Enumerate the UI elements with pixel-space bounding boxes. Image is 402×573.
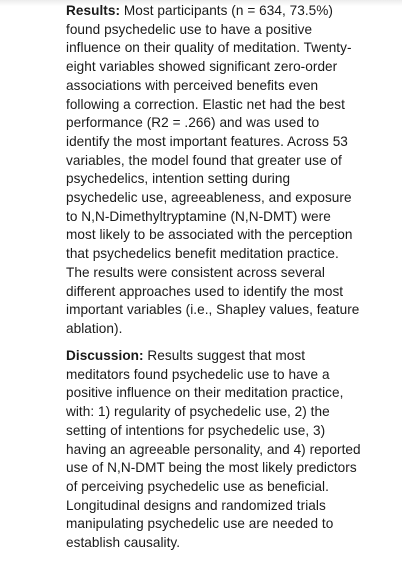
results-body: Most participants (n = 634, 73.5%) found psychedelic use to have a positive influence on their quality of meditation. Twenty-eight variables showed significant zero-order associations with perceived benefits even following a correction. Elastic net had the best performance (R2 = .266) and was used to identify the most important features. Across 53 variables, the model found that greater use of psychedelics, intention setting during psychedelic use, agreeableness, and exposure to N,N-Dimethyltryptamine (N,N-DMT) were most likely to be associated with the perception that psychedelics benefit meditation practice. The results were consistent across several different approaches used to identify the most important variables (i.e., Shapley values, feature ablation).: [66, 3, 360, 336]
discussion-heading: Discussion:: [66, 348, 144, 363]
results-heading: Results:: [66, 3, 121, 18]
discussion-body: Results suggest that most meditators found psychedelic use to have a positive influence on their meditation practice, with: 1) regularity of psychedelic use, 2) the setting of intentions for psychedelic use, 3) having an agreeable personality, and 4) reported use of N,N-DMT being the most likely predictors of perceiving psychedelic use as beneficial. Longitudinal designs and randomized trials manipulating psychedelic use are needed to establish causality.: [66, 348, 361, 551]
discussion-paragraph: [66, 347, 362, 553]
results-paragraph: [66, 2, 362, 339]
